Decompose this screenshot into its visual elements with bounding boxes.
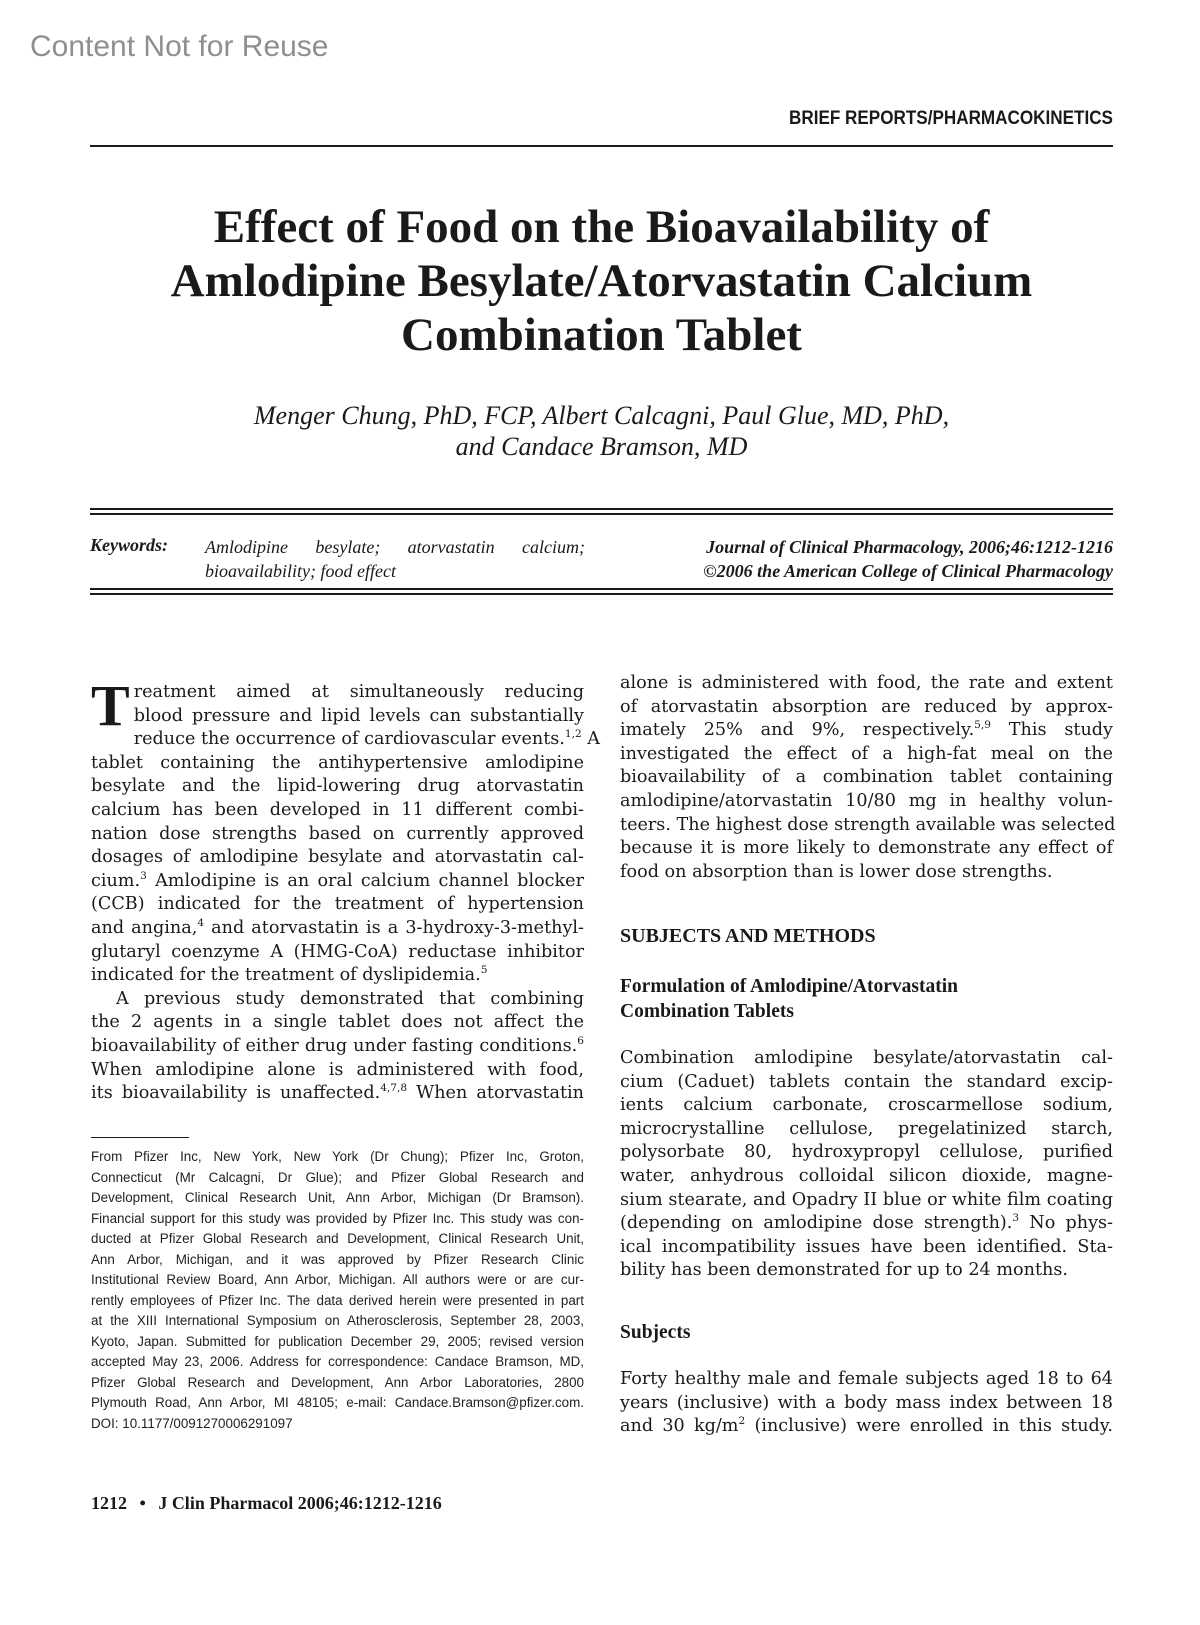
- body-line: and 30 $kg/m^2$ (inclusive) were enrolled in this study.: [620, 1415, 1114, 1437]
- title-line: Amlodipine Besylate/Atorvastatin Calcium: [170, 255, 1033, 307]
- footnote-line: Development, Clinical Research Unit, Ann Arbor, Michigan (Dr Bramson).: [91, 1190, 584, 1205]
- subheading-line: Combination Tablets: [620, 1001, 794, 1022]
- title-line: Effect of Food on the Bioavailability of: [213, 201, 990, 253]
- citation-ref: 5,9: [974, 719, 991, 732]
- body-line: years (inclusive) with a body mass index between 18: [620, 1392, 1113, 1413]
- citation-ref: 1,2: [564, 728, 582, 741]
- formulation-paragraph: [620, 1047, 1113, 1283]
- body-line: A previous study demonstrated that combining: [116, 988, 584, 1009]
- citation-ref: 3: [1012, 1212, 1020, 1225]
- author-line: Menger Chung, PhD, FCP, Albert Calcagni, Paul Glue, MD, PhD,: [253, 401, 950, 430]
- body-line: (depending on amlodipine dose strength).$^3$ No phys-: [620, 1212, 1114, 1234]
- body-line: sium stearate, and Opadry II blue or white film coating: [620, 1189, 1113, 1210]
- footnote-line: Ann Arbor, Michigan, and it was approved by Pfizer Research Clinic: [91, 1251, 584, 1267]
- footnote-line: Pfizer Global Research and Development, Ann Arbor Laboratories, 2800: [91, 1374, 584, 1390]
- body-line: alone is administered with food, the rate and extent: [620, 673, 1113, 693]
- body-line: ients calcium carbonate, croscarmellose sodium,: [620, 1095, 1113, 1116]
- body-line: the 2 agents in a single tablet does not affect the: [91, 1012, 584, 1033]
- body-line: besylate and the lipid-lowering drug atorvastatin: [91, 776, 584, 797]
- footer-bullet: •: [139, 1493, 146, 1513]
- body-line: food on absorption than is lower dose strengths.: [620, 861, 1053, 882]
- body-line: reatment aimed at simultaneously reducing: [133, 682, 584, 702]
- body-line: bioavailability of a combination tablet containing: [620, 767, 1113, 788]
- citation-ref: 4,7,8: [380, 1082, 408, 1095]
- header-rule: [90, 145, 1113, 147]
- footnote-rule: [91, 1137, 189, 1138]
- body-line: microcrystalline cellulose, pregelatinized starch,: [620, 1118, 1113, 1139]
- body-line: its bioavailability is unaffected.$^{4,7,8}$ When atorvastatin: [91, 1082, 584, 1104]
- body-line: dosages of amlodipine besylate and atorvastatin cal-: [91, 847, 584, 868]
- citation-ref: 3: [140, 869, 147, 882]
- body-line: cium.$^3$ Amlodipine is an oral calcium channel blocker: [91, 869, 584, 891]
- body-line: tablet containing the antihypertensive amlodipine: [91, 752, 584, 773]
- body-line: (CCB) indicated for the treatment of hypertension: [91, 894, 584, 915]
- body-line: investigated the effect of a high-fat meal on the: [620, 743, 1113, 764]
- body-line: bility has been demonstrated for up to 24 months.: [620, 1260, 1068, 1281]
- article-title: [90, 200, 1113, 362]
- body-line: reduce the occurrence of cardiovascular events.$^{1,2}$ A: [133, 728, 600, 750]
- section-header: BRIEF REPORTS/PHARMACOKINETICS: [789, 108, 1113, 129]
- section-heading-subjects-methods: SUBJECTS AND METHODS: [620, 925, 876, 947]
- body-line: and angina,$^4$ and atorvastatin is a 3-hydroxy-3-methyl-: [91, 917, 584, 938]
- footnote-line: ducted at Pfizer Global Research and Development, Clinical Research Unit,: [91, 1231, 584, 1246]
- footnote-line: at the XIII International Symposium on Atherosclerosis, September 28, 2003,: [91, 1313, 584, 1328]
- page-number: 1212: [91, 1493, 127, 1513]
- body-line: indicated for the treatment of dyslipidemia.$^5$: [91, 964, 488, 986]
- journal-citation-block: [703, 535, 1113, 583]
- citation-ref: 4: [197, 917, 205, 930]
- keywords-label: Keywords:: [90, 535, 168, 555]
- watermark-text: Content Not for Reuse: [30, 30, 329, 63]
- keywords-bottom-rule: [90, 588, 1113, 595]
- body-line: blood pressure and lipid levels can substantially: [133, 705, 584, 726]
- body-line: amlodipine/atorvastatin 10/80 mg in healthy volun-: [620, 790, 1113, 811]
- footnote-line: accepted May 23, 2006. Address for correspondence: Candace Bramson, MD,: [91, 1354, 584, 1369]
- body-line: cium (Caduet) tablets contain the standard excip-: [620, 1071, 1113, 1092]
- footnote-line: Kyoto, Japan. Submitted for publication December 29, 2005; revised version: [91, 1333, 584, 1349]
- author-line: and Candace Bramson, MD: [455, 432, 748, 461]
- footnote-line: Institutional Review Board, Ann Arbor, Michigan. All authors were or are cur-: [91, 1272, 584, 1287]
- body-line: calcium has been developed in 11 different combi-: [91, 799, 584, 820]
- body-line: ical incompatibility issues have been identified. Sta-: [620, 1236, 1113, 1257]
- body-line: Forty healthy male and female subjects aged 18 to 64: [620, 1369, 1113, 1389]
- subheading-subjects: Subjects: [620, 1322, 691, 1343]
- keywords-line: Amlodipine besylate; atorvastatin calcium;: [205, 537, 585, 557]
- affiliation-footnote: [91, 1147, 584, 1434]
- subheading-line: Formulation of Amlodipine/Atorvastatin: [620, 976, 959, 997]
- keywords-top-rule: [90, 508, 1113, 515]
- body-line: When amlodipine alone is administered with food,: [91, 1059, 584, 1080]
- body-line: water, anhydrous colloidal silicon dioxide, magne-: [620, 1165, 1113, 1186]
- body-line: polysorbate 80, hydroxypropyl cellulose, purified: [620, 1142, 1113, 1163]
- body-line: imately 25% and 9%, respectively.$^{5,9}$ This study: [620, 719, 1113, 741]
- footnote-line: From Pfizer Inc, New York, New York (Dr Chung); Pfizer Inc, Groton,: [91, 1149, 584, 1164]
- right-column-intro: [620, 672, 1116, 884]
- footnote-line: Financial support for this study was provided by Pfizer Inc. This study was con-: [91, 1210, 584, 1226]
- citation-ref: 6: [577, 1035, 584, 1048]
- page-footer: [91, 1493, 442, 1514]
- left-column: [91, 673, 600, 1106]
- subheading-formulation: [620, 974, 958, 1024]
- footnote-line: DOI: 10.1177/0091270006291097: [91, 1415, 293, 1431]
- footer-journal: J Clin Pharmacol 2006;46:1212-1216: [158, 1493, 442, 1513]
- keywords-list: [205, 535, 585, 583]
- body-line: Combination amlodipine besylate/atorvastatin cal-: [620, 1048, 1113, 1068]
- body-line: bioavailability of either drug under fasting conditions.$^6$: [91, 1035, 584, 1056]
- journal-copyright: ©2006 the American College of Clinical Pharmacology: [703, 561, 1113, 581]
- keywords-line: bioavailability; food effect: [205, 561, 396, 581]
- body-line: teers. The highest dose strength available was selected: [620, 814, 1116, 835]
- body-line: of atorvastatin absorption are reduced by approx-: [620, 696, 1113, 717]
- drop-cap: T: [91, 673, 130, 738]
- subjects-paragraph: [620, 1368, 1113, 1439]
- title-line: Combination Tablet: [401, 309, 802, 361]
- citation-ref: 5: [480, 964, 488, 977]
- footnote-line: rently employees of Pfizer Inc. The data derived herein were presented in part: [91, 1292, 584, 1308]
- body-line: nation dose strengths based on currently approved: [91, 823, 584, 844]
- body-line: glutaryl coenzyme A (HMG-CoA) reductase inhibitor: [91, 941, 584, 962]
- superscript: 2: [738, 1415, 746, 1428]
- author-list: [90, 400, 1113, 462]
- footnote-line: Connecticut (Mr Calcagni, Dr Glue); and Pfizer Global Research and: [91, 1169, 584, 1185]
- body-line: because it is more likely to demonstrate any effect of: [620, 838, 1113, 859]
- journal-citation: Journal of Clinical Pharmacology, 2006;46:1212-1216: [706, 537, 1113, 557]
- footnote-line: Plymouth Road, Ann Arbor, MI 48105; e-mail: Candace.Bramson@pfizer.com.: [91, 1395, 584, 1410]
